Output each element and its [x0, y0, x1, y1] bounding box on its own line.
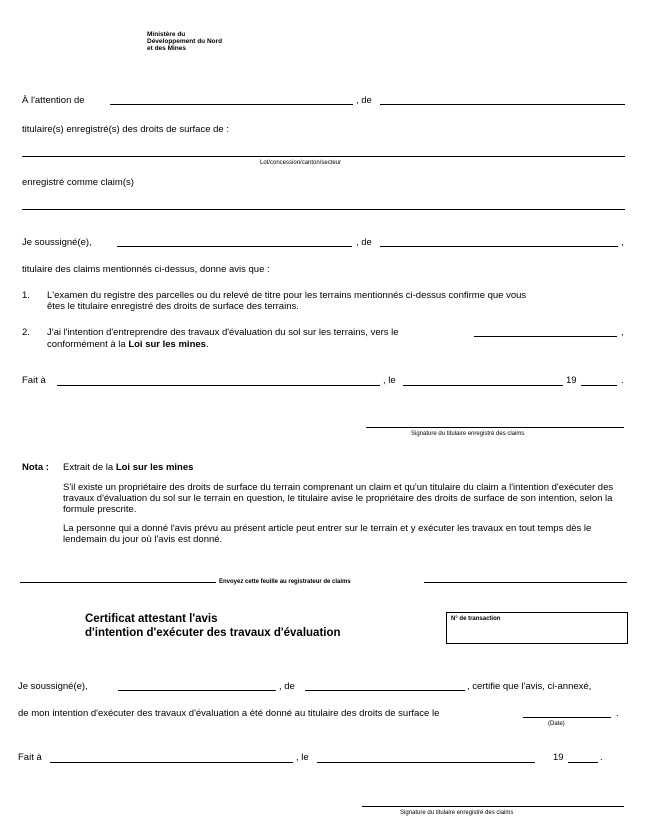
certificate-title-line1: Certificat attestant l'avis: [85, 613, 218, 625]
cert-certify-text: , certifie que l'avis, ci-annexé,: [467, 681, 592, 692]
holders-label: titulaire(s) enregistré(s) des droits de surface de :: [22, 124, 229, 135]
undersigned-name-field[interactable]: [117, 246, 352, 247]
cert-year-prefix: 19: [553, 752, 564, 763]
attention-address-field[interactable]: [380, 104, 625, 105]
attention-name-field[interactable]: [110, 104, 353, 105]
item2-comma: ,: [621, 327, 624, 338]
item2-line2-suffix: .: [205, 339, 209, 350]
done-at-label: Fait à: [22, 375, 46, 386]
ministry-line-1: Ministère du: [147, 31, 186, 38]
claim-field[interactable]: [22, 209, 625, 210]
cert-de-label: , de: [279, 681, 295, 692]
mining-act-name: Loi sur les mines: [128, 339, 206, 350]
lot-field[interactable]: [22, 156, 625, 157]
claim-label: enregistré comme claim(s): [22, 177, 134, 188]
transaction-number-box[interactable]: [446, 612, 628, 644]
year-field[interactable]: [581, 385, 617, 386]
certificate-title-line2: d'intention d'exécuter des travaux d'évaluation: [85, 627, 341, 639]
note-extract: [63, 462, 193, 473]
note-label: Nota :: [22, 462, 49, 473]
attention-de-label: , de: [356, 95, 372, 106]
year-prefix: 19: [566, 375, 577, 386]
cert-date-field[interactable]: [523, 717, 611, 718]
cert-done-at-field[interactable]: [50, 762, 293, 763]
cert-le-label: , le: [296, 752, 309, 763]
cert-signature-field[interactable]: [362, 806, 624, 807]
note-mining-act-name: Loi sur les mines: [115, 462, 194, 473]
cert-address-field[interactable]: [305, 690, 465, 691]
note-paragraph-2: La personne qui a donné l'avis prévu au présent article peut entrer sur le terrain et y exécuter les travaux en tout temps dès le lendemain du jour où l'avis est donné.: [63, 523, 592, 545]
lot-caption: Lot/concession/canton/secteur: [260, 160, 342, 166]
work-date-field[interactable]: [474, 336, 617, 337]
divider-left: [20, 582, 216, 583]
ministry-line-2: Développement du Nord: [147, 38, 223, 45]
item2-number: 2.: [22, 327, 30, 338]
undersigned-address-field[interactable]: [380, 246, 618, 247]
done-at-field[interactable]: [57, 385, 380, 386]
item1-line1: L'examen du registre des parcelles ou du relevé de titre pour les terrains mentionnés ci-dessus confirme que vous: [47, 290, 527, 301]
item2-line2-prefix: conformément à la: [47, 339, 126, 350]
undersigned-label: Je soussigné(e),: [22, 237, 92, 248]
done-date-field[interactable]: [403, 385, 563, 386]
transaction-number-label: N° de transaction: [451, 616, 501, 622]
item1-number: 1.: [22, 290, 30, 301]
done-period: .: [621, 375, 624, 386]
item1-line2: êtes le titulaire enregistré des droits de surface des terrains.: [47, 301, 299, 312]
cert-undersigned-label: Je soussigné(e),: [18, 681, 88, 692]
holders-claims-text: titulaire des claims mentionnés ci-dessus, donne avis que :: [22, 264, 270, 275]
attention-label: À l'attention de: [22, 95, 85, 106]
item2-line2: [47, 339, 209, 350]
note-extract-prefix: Extrait de la: [63, 462, 114, 473]
le-label: , le: [383, 375, 396, 386]
cert-done-at-label: Fait à: [18, 752, 42, 763]
cert-done-date-field[interactable]: [317, 762, 535, 763]
item2-line1: J'ai l'intention d'entreprendre des travaux d'évaluation du sol sur les terrains, vers le: [47, 327, 399, 338]
signature-field[interactable]: [366, 427, 624, 428]
undersigned-comma: ,: [621, 237, 624, 248]
cert-signature-caption: Signature du titulaire enregistré des claims: [400, 810, 514, 816]
divider-text: Envoyez cette feuille au registrateur de claims: [219, 579, 351, 585]
cert-name-field[interactable]: [118, 690, 276, 691]
cert-done-period: .: [600, 752, 603, 763]
cert-intent-text: de mon intention d'exécuter des travaux d'évaluation a été donné au titulaire des droits de surface le: [18, 708, 440, 719]
signature-caption: Signature du titulaire enregistré des claims: [411, 431, 525, 437]
undersigned-de-label: , de: [356, 237, 372, 248]
cert-year-field[interactable]: [568, 762, 598, 763]
note-paragraph-1: S'il existe un propriétaire des droits de surface du terrain comprenant un claim et qu'un titulaire du claim a l'intention d'exécuter des travaux d'évaluation du sol sur le terrain en question, le titulaire avise le propriétaire des droits de surface de son intention, selon la formule prescrite.: [63, 482, 614, 515]
cert-date-caption: (Date): [548, 721, 565, 727]
ministry-line-3: et des Mines: [147, 45, 187, 52]
divider-right: [424, 582, 627, 583]
cert-intent-period: .: [616, 708, 619, 719]
